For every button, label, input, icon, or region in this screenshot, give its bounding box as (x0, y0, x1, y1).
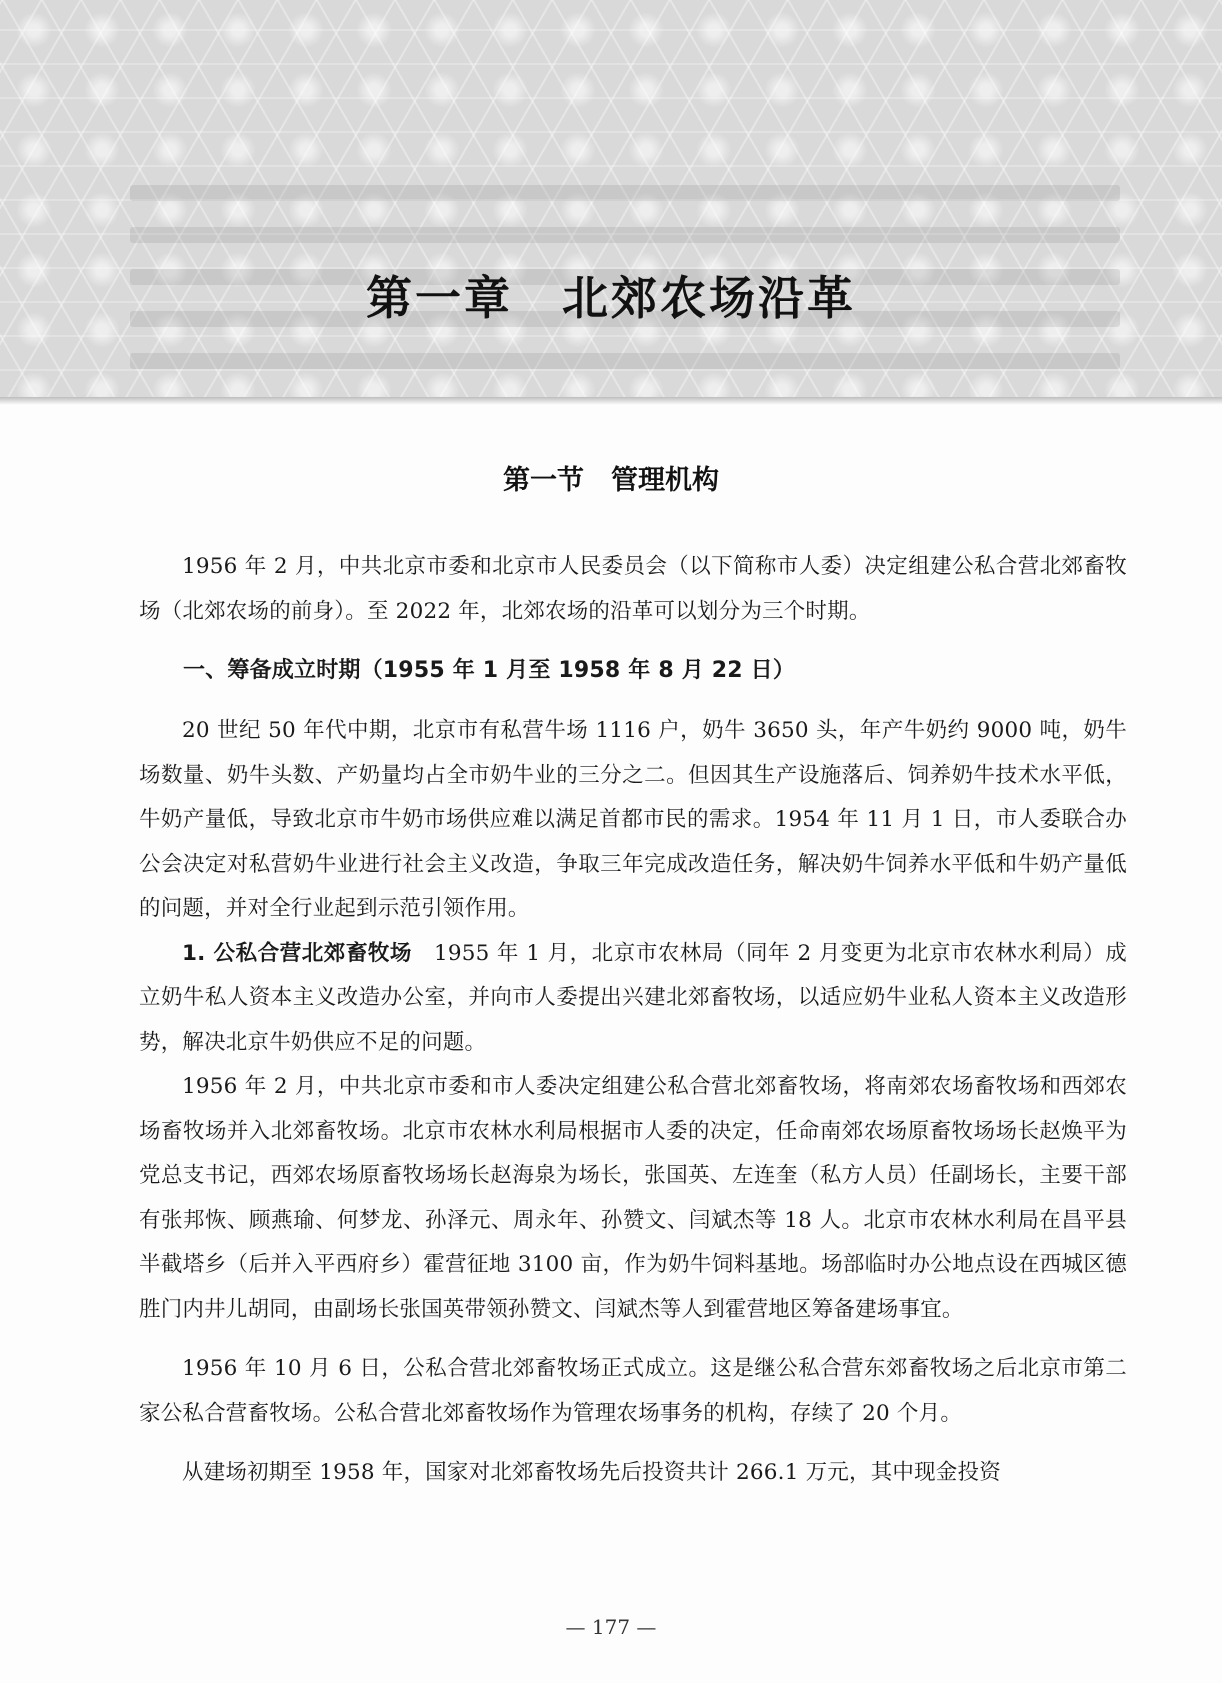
subsection-text: 1955 年 1 月，北京市农林局（同年 2 月变更为北京市农林水利局）成立奶牛私人资本主义改造办公室，并向市人委提出兴建北郊畜牧场，以适应奶牛业私人资本主义改造形势，解决北京牛奶供应不足的问题。 (139, 940, 1127, 1055)
intro-paragraph: 1956 年 2 月，中共北京市委和北京市人民委员会（以下简称市人委）决定组建公私合营北郊畜牧场（北郊农场的前身）。至 2022 年，北郊农场的沿革可以划分为三个时期。 (139, 554, 1127, 624)
chapter-banner (0, 0, 1222, 405)
paragraph-subsection-1 (139, 932, 1127, 1066)
paragraph-1: 20 世纪 50 年代中期，北京市有私营牛场 1116 户，奶牛 3650 头，年产牛奶约 9000 吨，奶牛场数量、奶牛头数、产奶量均占全市奶牛业的三分之二。但因其生产设施落后、饲养奶牛技术水平低，牛奶产量低，导致北京市牛奶市场供应难以满足首都市民的需求。1954 年 11 月 1 日，市人委联合办公会决定对私营奶牛业进行社会主义改造，争取三年完成改造任务，解决奶牛饲养水平低和牛奶产量低的问题，并对全行业起到示范引领作用。 (139, 718, 1127, 921)
chapter-title: 第一章 北郊农场沿革 (366, 271, 856, 325)
paragraph-2: 1956 年 2 月，中共北京市委和市人委决定组建公私合营北郊畜牧场，将南郊农场畜牧场和西郊农场畜牧场并入北郊畜牧场。北京市农林水利局根据市人委的决定，任命南郊农场原畜牧场场长赵焕平为党总支书记，西郊农场原畜牧场场长赵海泉为场长，张国英、左连奎（私方人员）任副场长，主要干部有张邦恢、顾燕瑜、何梦龙、孙泽元、周永年、孙赞文、闫斌杰等 18 人。北京市农林水利局在昌平县半截塔乡（后并入平西府乡）霍营征地 3100 亩，作为奶牛饲料基地。场部临时办公地点设在西城区德胜门内井儿胡同，由副场长张国英带领孙赞文、闫斌杰等人到霍营地区筹备建场事宜。 (139, 1074, 1127, 1322)
paragraph-3: 1956 年 10 月 6 日，公私合营北郊畜牧场正式成立。这是继公私合营东郊畜牧场之后北京市第二家公私合营畜牧场。公私合营北郊畜牧场作为管理农场事务的机构，存续了 20 个月。 (139, 1356, 1127, 1426)
period-heading: 一、筹备成立时期（1955 年 1 月至 1958 年 8 月 22 日） (183, 658, 796, 683)
body-text (139, 545, 1127, 1496)
section-title: 第一节 管理机构 (503, 465, 719, 496)
paragraph-4: 从建场初期至 1958 年，国家对北郊畜牧场先后投资共计 266.1 万元，其中现金投资 (182, 1460, 1001, 1485)
subsection-heading: 1. 公私合营北郊畜牧场 (182, 940, 412, 966)
page-number: — 177 — (565, 1615, 657, 1639)
